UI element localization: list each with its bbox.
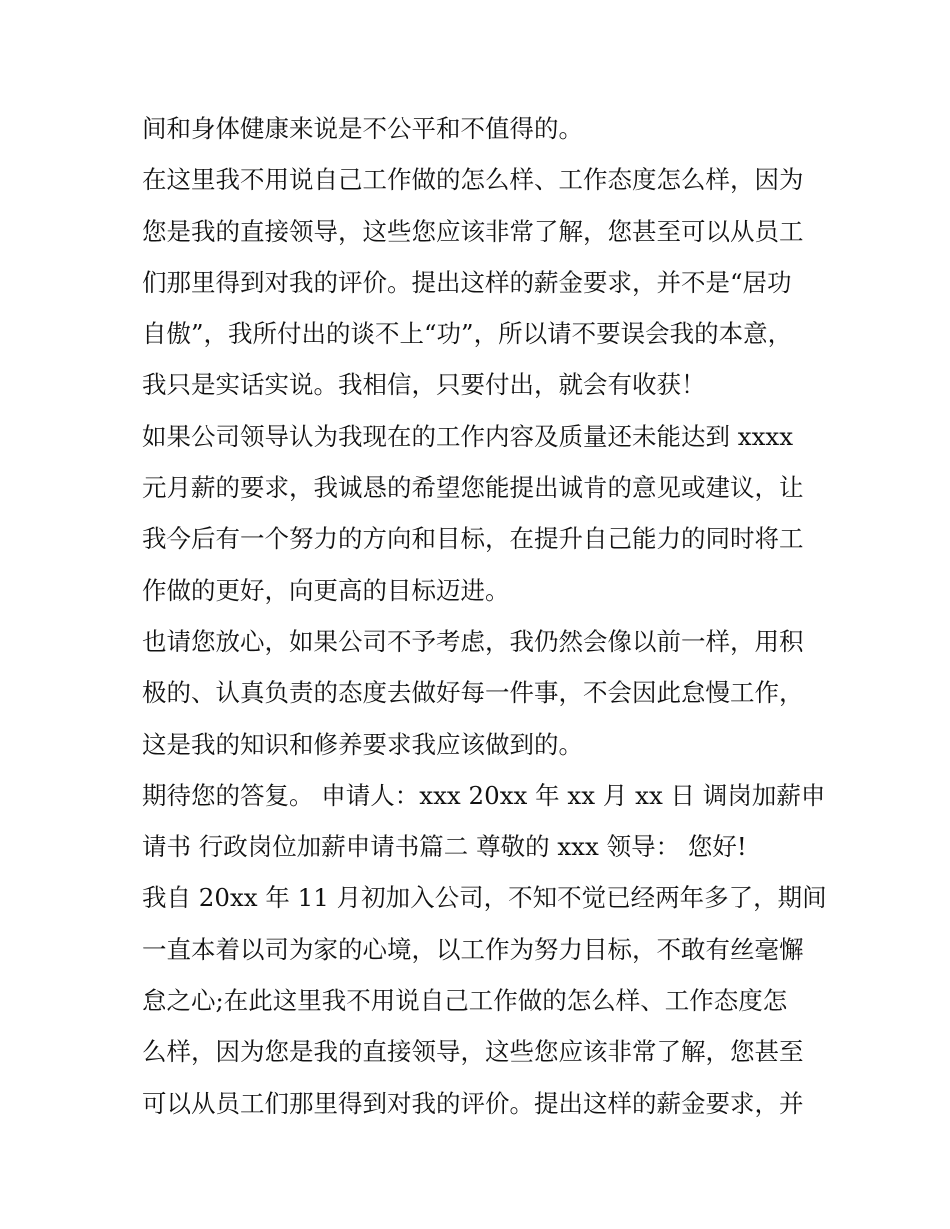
text-line: 么样，因为您是我的直接领导，这些您应该非常了解，您甚至 [142, 1037, 804, 1067]
text-line: 我今后有一个努力的方向和目标，在提升自己能力的同时将工 [142, 524, 804, 554]
text-line: 元月薪的要求，我诚恳的希望您能提出诚肯的意见或建议，让 [142, 473, 804, 503]
text-line: 如果公司领导认为我现在的工作内容及质量还未能达到 xxxx [142, 421, 794, 451]
text-line: 自傲”，我所付出的谈不上“功”，所以请不要误会我的本意， [142, 319, 793, 349]
text-line: 极的、认真负责的态度去做好每一件事，不会因此怠慢工作， [142, 678, 804, 708]
text-line: 间和身体健康来说是不公平和不值得的。 [142, 114, 583, 143]
text-line: 您是我的直接领导，这些您应该非常了解，您甚至可以从员工 [142, 216, 804, 246]
text-line: 可以从员工们那里得到对我的评价。提出这样的薪金要求，并 [142, 1088, 804, 1118]
text-line: 怠之心;在此这里我不用说自己工作做的怎么样、工作态度怎 [142, 986, 788, 1016]
document-body [142, 103, 842, 1129]
text-line: 请书 行政岗位加薪申请书篇二 尊敬的 xxx 领导： 您好! [142, 832, 747, 862]
text-line: 在这里我不用说自己工作做的怎么样、工作态度怎么样，因为 [142, 165, 804, 195]
text-line: 作做的更好，向更高的目标迈进。 [142, 575, 510, 605]
text-line: 一直本着以司为家的心境，以工作为努力目标，不敢有丝毫懈 [142, 934, 804, 964]
text-line: 期待您的答复。 申请人：xxx 20xx 年 xx 月 xx 日 调岗加薪申 [142, 780, 826, 810]
text-line: 我自 20xx 年 11 月初加入公司，不知不觉已经两年多了，期间 [142, 883, 827, 913]
text-line: 这是我的知识和修养要求我应该做到的。 [142, 729, 583, 759]
text-line: 也请您放心，如果公司不予考虑，我仍然会像以前一样，用积 [142, 626, 804, 656]
text-line: 们那里得到对我的评价。提出这样的薪金要求，并不是“居功 [142, 267, 792, 297]
text-line: 我只是实话实说。我相信，只要付出，就会有收获！ [142, 370, 706, 400]
